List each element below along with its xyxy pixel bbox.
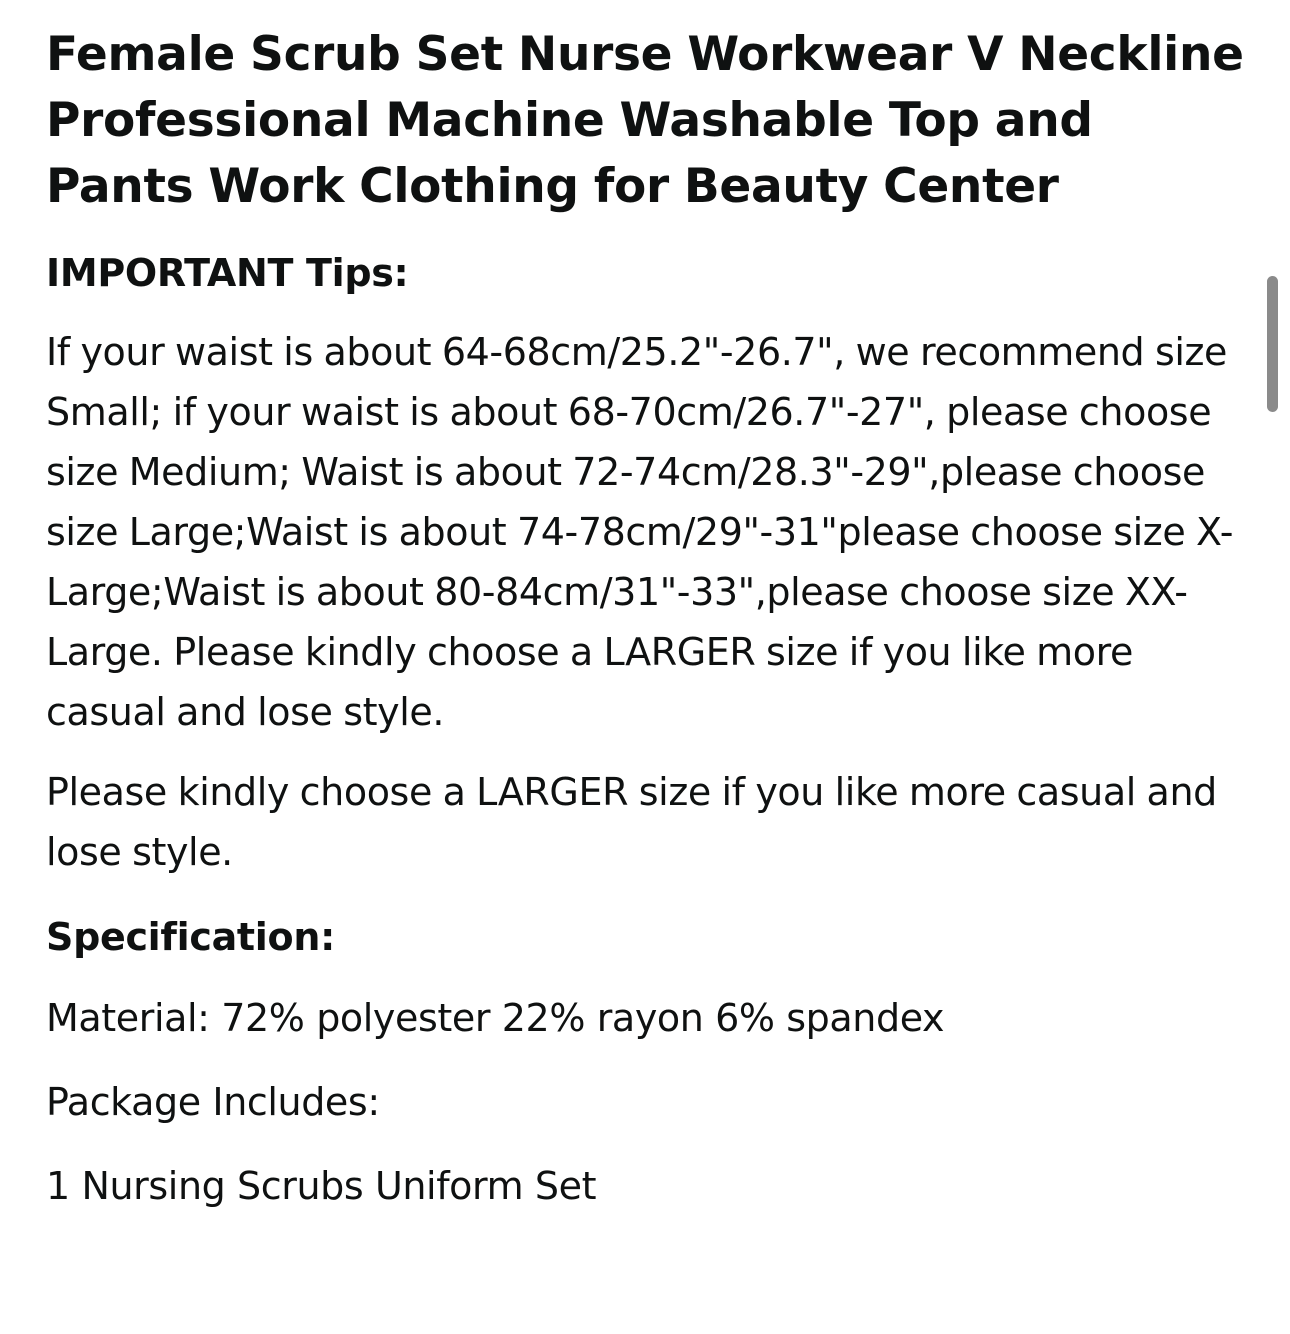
size-note-paragraph: Please kindly choose a LARGER size if you like more casual and lose style. — [46, 770, 1217, 874]
package-includes-label: Package Includes: — [46, 1080, 380, 1124]
product-title: Female Scrub Set Nurse Workwear V Neckline Professional Machine Washable Top and Pants Work Clothing for Beauty Center — [46, 27, 1244, 214]
vertical-scrollbar[interactable] — [1267, 276, 1278, 412]
size-guide-paragraph: If your waist is about 64-68cm/25.2"-26.7", we recommend size Small; if your waist is about 68-70cm/26.7"-27", please choose size Medium; Waist is about 72-74cm/28.3"-29",please choose size Large;Waist is about 74-78cm/29"-31"please choose size X-Large;Waist is about 80-84cm/31"-33",please choose size XX- Large. Please kindly choose a LARGER size if you like more casual and lose style. — [46, 330, 1234, 734]
important-tips-heading: IMPORTANT Tips: — [46, 251, 409, 295]
package-item: 1 Nursing Scrubs Uniform Set — [46, 1164, 597, 1208]
product-description — [46, 22, 1246, 1216]
material-line: Material: 72% polyester 22% rayon 6% spandex — [46, 996, 945, 1040]
specification-heading: Specification: — [46, 915, 335, 959]
